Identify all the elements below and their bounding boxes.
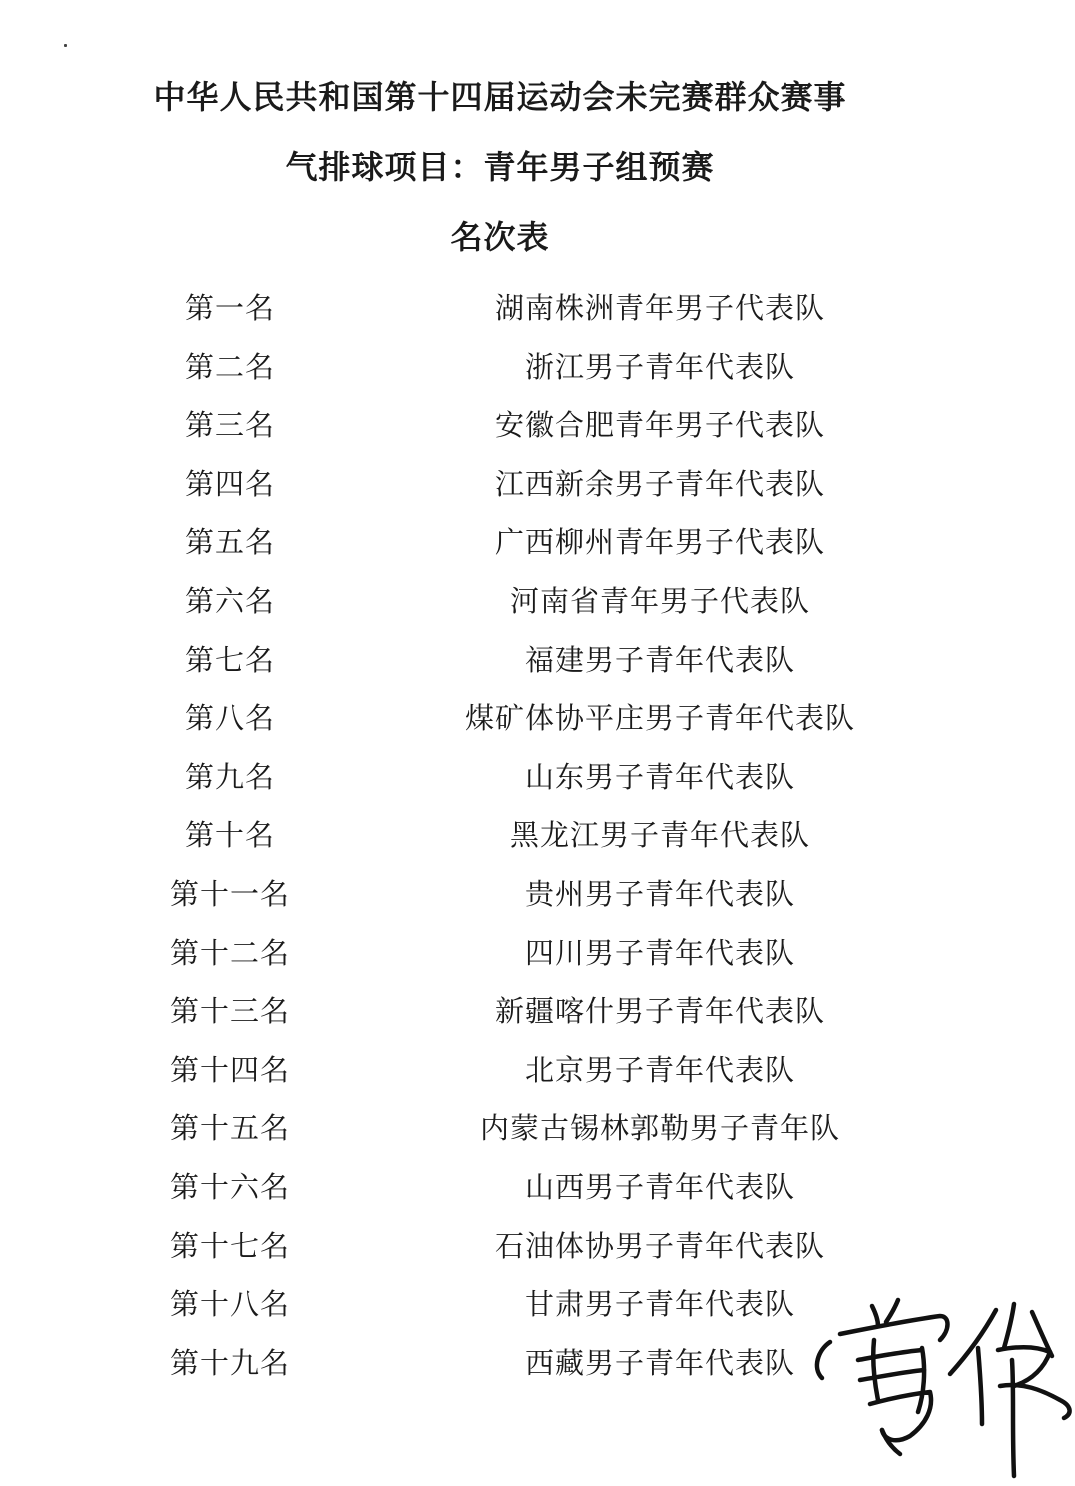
team-name: 山西男子青年代表队 bbox=[524, 1169, 795, 1204]
team-name: 安徽合肥青年男子代表队 bbox=[494, 408, 825, 443]
ranking-row bbox=[0, 866, 1075, 925]
ranking-row bbox=[0, 456, 1075, 515]
ranking-row bbox=[0, 925, 1075, 984]
rank-label: 第二名 bbox=[184, 349, 275, 384]
team-name: 江西新余男子青年代表队 bbox=[494, 466, 825, 501]
team-name: 西藏男子青年代表队 bbox=[524, 1345, 795, 1380]
rank-label: 第十九名 bbox=[169, 1345, 290, 1380]
document-title-line-1: 中华人民共和国第十四届运动会未完赛群众赛事 bbox=[153, 78, 847, 116]
rank-label: 第十二名 bbox=[169, 935, 290, 970]
ranking-row bbox=[0, 632, 1075, 691]
ranking-list bbox=[0, 280, 1075, 1393]
team-name: 甘肃男子青年代表队 bbox=[524, 1287, 795, 1322]
document-title-line-3: 名次表 bbox=[450, 218, 550, 256]
rank-label: 第六名 bbox=[184, 583, 275, 618]
scan-speck bbox=[64, 44, 67, 47]
rank-label: 第七名 bbox=[184, 642, 275, 677]
rank-label: 第十一名 bbox=[169, 876, 290, 911]
ranking-row bbox=[0, 1100, 1075, 1159]
rank-label: 第十四名 bbox=[169, 1052, 290, 1087]
team-name: 浙江男子青年代表队 bbox=[524, 349, 795, 384]
team-name: 黑龙江男子青年代表队 bbox=[509, 818, 810, 853]
team-name: 山东男子青年代表队 bbox=[524, 759, 795, 794]
ranking-row bbox=[0, 749, 1075, 808]
team-name: 广西柳州青年男子代表队 bbox=[494, 525, 825, 560]
document-title-line-2: 气排球项目：青年男子组预赛 bbox=[285, 148, 715, 186]
rank-label: 第十八名 bbox=[169, 1287, 290, 1322]
rank-label: 第八名 bbox=[184, 701, 275, 736]
rank-label: 第三名 bbox=[184, 408, 275, 443]
rank-label: 第十名 bbox=[184, 818, 275, 853]
team-name: 四川男子青年代表队 bbox=[524, 935, 795, 970]
ranking-row bbox=[0, 514, 1075, 573]
ranking-row bbox=[0, 573, 1075, 632]
rank-label: 第九名 bbox=[184, 759, 275, 794]
ranking-row bbox=[0, 1218, 1075, 1277]
team-name: 福建男子青年代表队 bbox=[524, 642, 795, 677]
ranking-row bbox=[0, 807, 1075, 866]
rank-label: 第十七名 bbox=[169, 1228, 290, 1263]
team-name: 贵州男子青年代表队 bbox=[524, 876, 795, 911]
rank-label: 第四名 bbox=[184, 466, 275, 501]
rank-label: 第十五名 bbox=[169, 1111, 290, 1146]
rank-label: 第十六名 bbox=[169, 1169, 290, 1204]
ranking-row bbox=[0, 1042, 1075, 1101]
ranking-row bbox=[0, 690, 1075, 749]
team-name: 石油体协男子青年代表队 bbox=[494, 1228, 825, 1263]
team-name: 北京男子青年代表队 bbox=[524, 1052, 795, 1087]
ranking-row bbox=[0, 1159, 1075, 1218]
team-name: 河南省青年男子代表队 bbox=[509, 583, 810, 618]
ranking-row bbox=[0, 339, 1075, 398]
handwritten-signature bbox=[800, 1290, 1075, 1486]
ranking-row bbox=[0, 983, 1075, 1042]
rank-label: 第一名 bbox=[184, 291, 275, 325]
team-name: 湖南株洲青年男子代表队 bbox=[494, 291, 825, 325]
team-name: 煤矿体协平庄男子青年代表队 bbox=[464, 701, 855, 736]
rank-label: 第十三名 bbox=[169, 994, 290, 1029]
rank-label: 第五名 bbox=[184, 525, 275, 560]
ranking-row bbox=[0, 280, 1075, 339]
ranking-row bbox=[0, 397, 1075, 456]
team-name: 新疆喀什男子青年代表队 bbox=[494, 994, 825, 1029]
team-name: 内蒙古锡林郭勒男子青年队 bbox=[479, 1111, 840, 1146]
